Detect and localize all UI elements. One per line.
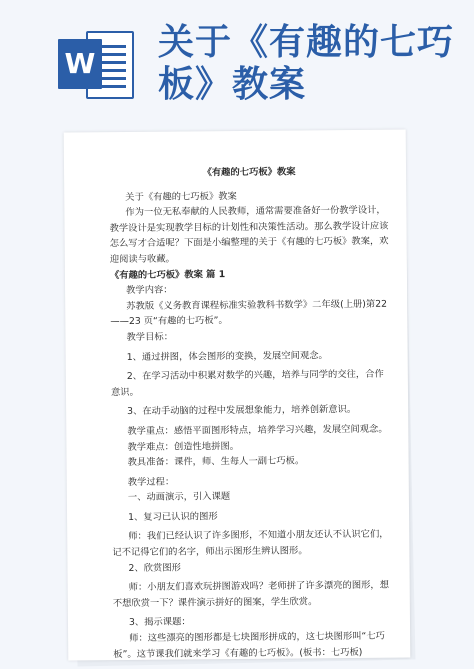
doc-subtitle: 关于《有趣的七巧板》教案	[125, 190, 237, 203]
step-3: 3、揭示课题：	[128, 616, 191, 629]
step-2-text: 师：小朋友们喜欢玩拼图游戏吗？老师拼了许多漂亮的图形，想不想欣赏一下？课件演示拼好的图案，学生欣赏。	[112, 579, 390, 609]
step-2: 2、欣赏图形	[128, 562, 181, 574]
document-page	[64, 130, 411, 661]
difficulties: 教学难点：创造性地拼图。	[127, 440, 240, 453]
step-3-text: 师：这些漂亮的图形都是七块图形拼成的，这七块图形叫“七巧板”。这节课我们就来学习《有趣的七巧板》。(板书：七巧板)	[113, 630, 386, 660]
content-text: 苏教版《义务教育课程标准实验教科书数学》二年级(上册)第22——23 页“有趣的七巧板”。	[110, 298, 388, 328]
word-document-icon	[58, 27, 134, 101]
content-label: 教学内容：	[126, 284, 173, 297]
process-label: 教学过程：	[127, 476, 175, 488]
step-1-1-text: 师：我们已经认识了许多图形，不知道小朋友还认不认识它们，记不记得它们的名字，师出示图形生辨认图形。	[112, 529, 389, 559]
goal-2: 2、在学习活动中积累对数学的兴趣，培养与同学的交往，合作意识。	[110, 368, 384, 398]
document-body	[109, 164, 393, 661]
doc-title: 《有趣的七巧板》教案	[202, 166, 296, 179]
word-icon-letter: W	[58, 39, 102, 89]
step-1: 一、动画演示，引入课题	[127, 491, 231, 504]
doc-intro: 作为一位无私奉献的人民教师，通常需要准备好一份教学设计，教学设计是实现教学目标的计划性和决策性活动。那么教学设计应该怎么写才合适呢？下面是小编整理的关于《有趣的七巧板》教案，欢迎阅读与收藏。	[109, 204, 389, 266]
section-heading: 《有趣的七巧板》教案 篇 1	[109, 268, 226, 281]
banner	[0, 0, 474, 112]
banner-title: 关于《有趣的七巧板》教案	[158, 22, 455, 105]
goal-3: 3、在动手动脑的过程中发展想象能力，培养创新意识。	[127, 404, 357, 418]
goal-1: 1、通过拼图，体会图形的变换，发展空间观念。	[126, 349, 328, 363]
goals-label: 教学目标：	[126, 331, 174, 343]
key-points: 教学重点：感悟平面图形特点，培养学习兴趣，发展空间观念。	[127, 423, 388, 437]
step-1-1: 1、复习已认识的图形	[128, 511, 218, 523]
preparation: 教具准备：课件，师、生每人一副七巧板。	[127, 455, 305, 469]
